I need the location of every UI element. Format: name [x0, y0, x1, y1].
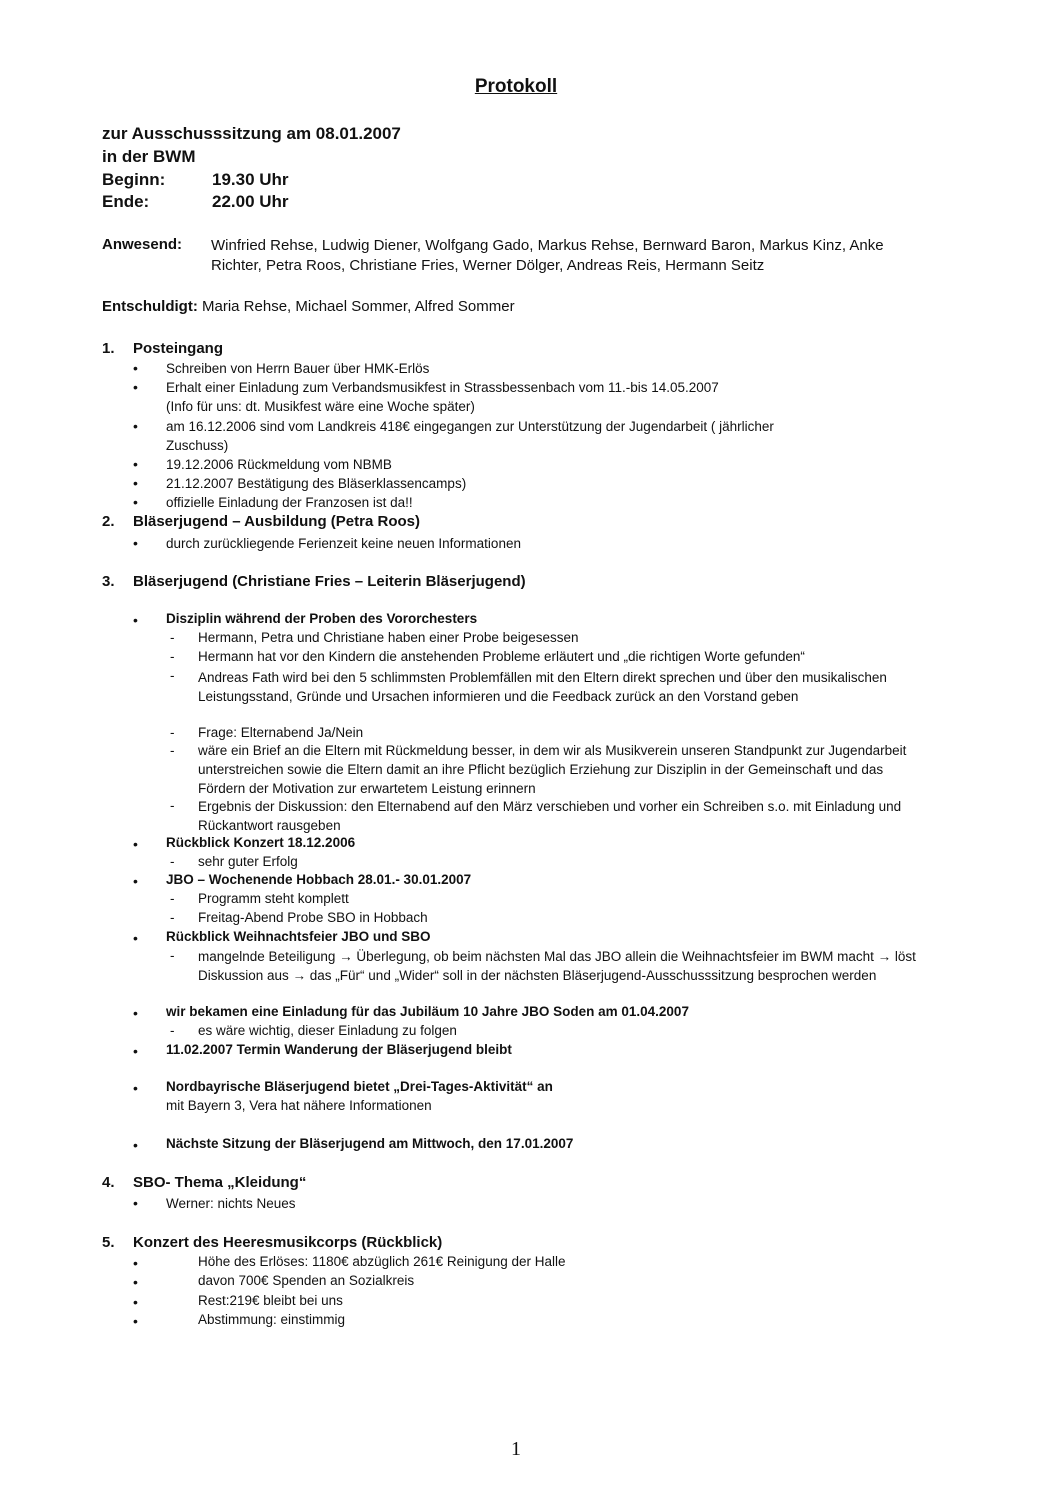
dash: -	[170, 630, 175, 645]
list-item: Höhe des Erlöses: 1180€ abzüglich 261€ Reinigung der Halle	[198, 1254, 566, 1269]
section-title: Bläserjugend (Christiane Fries – Leiterin Bläserjugend)	[133, 573, 526, 590]
subtopic-title: Rückblick Konzert 18.12.2006	[166, 835, 356, 850]
bullet: •	[133, 535, 138, 551]
sub-item: Programm steht komplett	[198, 891, 349, 906]
bullet: •	[133, 836, 138, 852]
excused-line	[102, 298, 515, 315]
section-title: Konzert des Heeresmusikcorps (Rückblick)	[133, 1234, 443, 1251]
dash: -	[170, 910, 175, 925]
bullet: •	[133, 360, 138, 376]
subtopic-title: JBO – Wochenende Hobbach 28.01.- 30.01.2007	[166, 872, 472, 887]
bullet: •	[133, 1195, 138, 1211]
dash: -	[170, 649, 175, 664]
dash: -	[170, 743, 175, 758]
present-names: Winfried Rehse, Ludwig Diener, Wolfgang Gado, Markus Rehse, Bernward Baron, Markus Kinz, Anke Richter, Petra Roos, Christiane Fries, Werner Dölger, Andreas Reis, Hermann Seitz	[211, 237, 884, 274]
bullet: •	[133, 1313, 138, 1329]
subtopic-title: 11.02.2007 Termin Wanderung der Bläserjugend bleibt	[166, 1042, 512, 1057]
subtopic-note: mit Bayern 3, Vera hat nähere Informationen	[166, 1098, 432, 1113]
list-item: 21.12.2007 Bestätigung des Bläserklassencamps)	[166, 476, 467, 491]
dash: -	[170, 668, 175, 683]
section-number: 3.	[102, 573, 115, 590]
present-label: Anwesend:	[102, 236, 183, 253]
dash: -	[170, 948, 175, 963]
dash: -	[170, 891, 175, 906]
list-item: davon 700€ Spenden an Sozialkreis	[198, 1273, 415, 1288]
bullet: •	[133, 930, 138, 946]
list-item: Werner: nichts Neues	[166, 1196, 296, 1211]
sub-item: Ergebnis der Diskussion: den Elternabend auf den März verschieben und vorher ein Schreiben s.o. mit Einladung und Rückantwort rausgeben	[198, 799, 902, 833]
sub-item: Hermann hat vor den Kindern die anstehenden Probleme erläutert und „die richtigen Worte gefunden“	[198, 649, 805, 664]
sub-item: Andreas Fath wird bei den 5 schlimmsten Problemfällen mit den Eltern direkt sprechen und über den musikalischen Leistungsstand, Gründe und Ursachen informieren und die Feedback zurück an den Vorstand geben	[198, 670, 887, 704]
bullet: •	[133, 1255, 138, 1271]
subtopic-title: Nordbayrische Bläserjugend bietet „Drei-Tages-Aktivität“ an	[166, 1079, 553, 1094]
end-value: 22.00 Uhr	[212, 192, 289, 211]
subtopic-title: wir bekamen eine Einladung für das Jubiläum 10 Jahre JBO Soden am 01.04.2007	[166, 1004, 689, 1019]
sub-item: Frage: Elternabend Ja/Nein	[198, 725, 364, 740]
sub-item: Freitag-Abend Probe SBO in Hobbach	[198, 910, 428, 925]
section-title: SBO- Thema „Kleidung“	[133, 1174, 307, 1191]
location-line: in der BWM	[102, 147, 196, 166]
bullet: •	[133, 379, 138, 395]
bullet: •	[133, 418, 138, 434]
page-title: Protokoll	[474, 76, 558, 97]
bullet: •	[133, 873, 138, 889]
list-item: Schreiben von Herrn Bauer über HMK-Erlös	[166, 361, 430, 376]
list-item-note: (Info für uns: dt. Musikfest wäre eine Woche später)	[166, 399, 475, 414]
list-item: 19.12.2006 Rückmeldung vom NBMB	[166, 457, 392, 472]
section-number: 2.	[102, 513, 115, 530]
section-title: Bläserjugend – Ausbildung (Petra Roos)	[133, 513, 420, 530]
bullet: •	[133, 1294, 138, 1310]
bullet: •	[133, 456, 138, 472]
sub-item: sehr guter Erfolg	[198, 854, 298, 869]
section-number: 4.	[102, 1174, 115, 1191]
bullet: •	[133, 1137, 138, 1153]
bullet: •	[133, 1274, 138, 1290]
bullet: •	[133, 612, 138, 628]
list-item: durch zurückliegende Ferienzeit keine neuen Informationen	[166, 536, 521, 551]
list-item: Erhalt einer Einladung zum Verbandsmusikfest in Strassbessenbach vom 11.-bis 14.05.2007	[166, 380, 719, 395]
dash: -	[170, 854, 175, 869]
list-item: am 16.12.2006 sind vom Landkreis 418€ eingegangen zur Unterstützung der Jugendarbeit ( jährlicher	[166, 419, 774, 434]
bullet: •	[133, 494, 138, 510]
excused-label: Entschuldigt:	[102, 298, 198, 315]
section-title: Posteingang	[133, 340, 224, 357]
dash: -	[170, 798, 175, 813]
subtopic-title: Rückblick Weihnachtsfeier JBO und SBO	[166, 929, 431, 944]
page-number: 1	[511, 1438, 521, 1460]
subtopic-title: Disziplin während der Proben des Vororchesters	[166, 611, 478, 626]
begin-value: 19.30 Uhr	[212, 170, 289, 189]
list-item: Abstimmung: einstimmig	[198, 1312, 346, 1327]
bullet: •	[133, 1080, 138, 1096]
sub-item: es wäre wichtig, dieser Einladung zu folgen	[198, 1023, 457, 1038]
list-item: offizielle Einladung der Franzosen ist da!!	[166, 495, 413, 510]
dash: -	[170, 1023, 175, 1038]
sub-item: mangelnde Beteiligung → Überlegung, ob beim nächsten Mal das JBO allein die Weihnachtsfeier im BWM macht → löst Diskussion aus → das „Für“ und „Wider“ soll in der nächsten Bläserjugend-Ausschusssitzung besprochen werden	[198, 949, 916, 983]
section-number: 5.	[102, 1234, 115, 1251]
dash: -	[170, 725, 175, 740]
section-number: 1.	[102, 340, 115, 357]
bullet: •	[133, 1043, 138, 1059]
bullet: •	[133, 475, 138, 491]
list-item: Rest:219€ bleibt bei uns	[198, 1293, 343, 1308]
excused-names: Maria Rehse, Michael Sommer, Alfred Sommer	[202, 298, 515, 315]
end-label: Ende:	[102, 192, 150, 211]
begin-label: Beginn:	[102, 170, 166, 189]
bullet: •	[133, 1005, 138, 1021]
meeting-line: zur Ausschusssitzung am 08.01.2007	[102, 124, 401, 143]
subtopic-title: Nächste Sitzung der Bläserjugend am Mittwoch, den 17.01.2007	[166, 1136, 574, 1151]
sub-item: Hermann, Petra und Christiane haben einer Probe beigesessen	[198, 630, 579, 645]
sub-item: wäre ein Brief an die Eltern mit Rückmeldung besser, in dem wir als Musikverein unseren Standpunkt zur Jugendarbeit unterstreichen sowie die Eltern damit an ihre Pflicht bezüglich Erziehung zur Disziplin in der Gemeinschaft und das Fördern der Motivation zur erwartetem Leistung erinnern	[198, 743, 907, 796]
list-item-continuation: Zuschuss)	[166, 438, 229, 453]
